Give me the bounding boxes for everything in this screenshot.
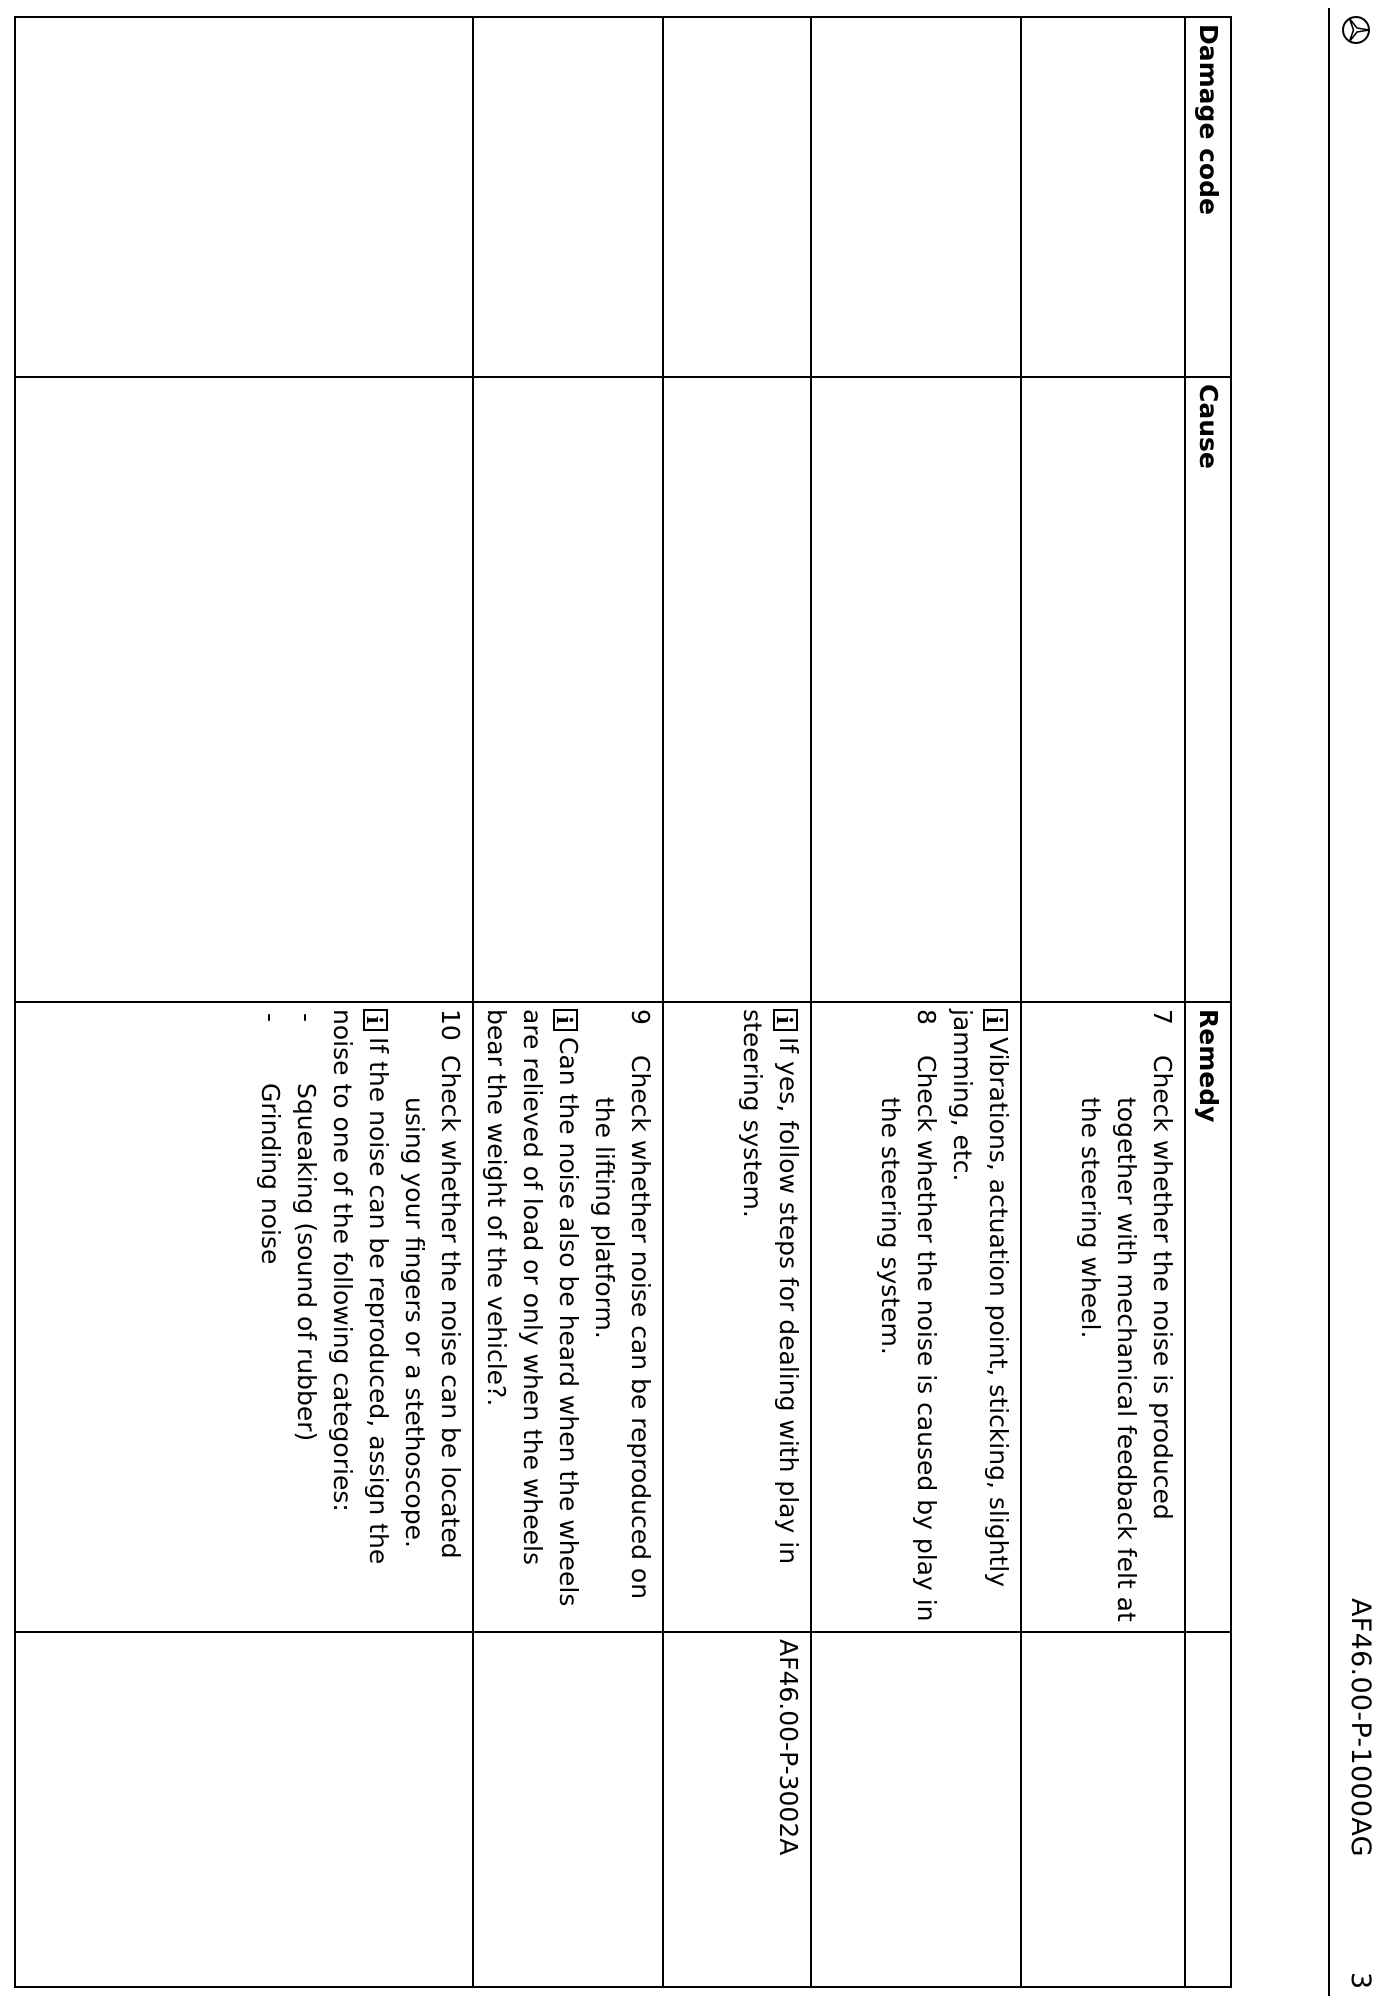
remedy-cell xyxy=(15,1002,473,1632)
info-note xyxy=(944,1009,1016,1625)
step-text: Check whether the noise is produced together with mechanical feedback felt at the steering wheel. xyxy=(1076,1055,1177,1622)
damage-table xyxy=(14,16,1232,1988)
remedy-cell xyxy=(1021,1002,1185,1632)
info-note xyxy=(734,1009,806,1625)
damage-code-cell xyxy=(15,17,473,377)
step-text: Check whether the noise can be located using your fingers or a stethoscope. xyxy=(400,1055,465,1559)
remedy-step xyxy=(586,1009,658,1625)
reference-cell xyxy=(663,1632,811,1987)
step-number: 10 xyxy=(436,1009,465,1041)
step-text: Check whether noise can be reproduced on the lifting platform. xyxy=(590,1055,655,1600)
header-rule xyxy=(1328,8,1330,1996)
remedy-step xyxy=(396,1009,468,1625)
step-number: 9 xyxy=(626,1009,655,1025)
column-header-damage-code: Damage code xyxy=(1185,17,1231,377)
info-icon: i xyxy=(363,1009,388,1031)
table-row xyxy=(1021,17,1185,1987)
reference-link[interactable]: AF46.00-P-3002A xyxy=(774,1639,803,1856)
table-row xyxy=(473,17,663,1987)
info-icon: i xyxy=(983,1009,1008,1031)
step-number: 8 xyxy=(912,1009,941,1025)
cause-cell xyxy=(663,377,811,1002)
column-header-reference xyxy=(1185,1632,1231,1987)
bullet-marker: - xyxy=(256,1013,285,1023)
remedy-cell xyxy=(811,1002,1021,1632)
note-text: Can the noise also be heard when the wheels are relieved of load or only when the wheels bear the weight of the vehicle?. xyxy=(482,1009,583,1607)
cause-cell xyxy=(811,377,1021,1002)
list-item xyxy=(288,1009,324,1625)
table-row xyxy=(15,17,473,1987)
document-code: AF46.00-P-1000AG xyxy=(1345,1598,1376,1857)
reference-cell xyxy=(1021,1632,1185,1987)
remedy-cell xyxy=(473,1002,663,1632)
info-icon: i xyxy=(553,1009,578,1031)
note-text: If yes, follow steps for dealing with play in steering system. xyxy=(738,1009,803,1565)
remedy-step xyxy=(872,1009,944,1625)
info-icon: i xyxy=(773,1009,798,1031)
info-note xyxy=(324,1009,396,1625)
mercedes-star-icon xyxy=(1340,14,1372,46)
cause-cell xyxy=(1021,377,1185,1002)
damage-code-cell xyxy=(1021,17,1185,377)
table-row xyxy=(811,17,1021,1987)
step-number: 7 xyxy=(1148,1009,1177,1025)
reference-cell xyxy=(811,1632,1021,1987)
step-text: Check whether the noise is caused by play in the steering system. xyxy=(876,1055,941,1622)
remedy-cell xyxy=(663,1002,811,1632)
note-text: If the noise can be reproduced, assign the noise to one of the following categories: xyxy=(328,1009,393,1565)
table-header-row xyxy=(1185,17,1231,1987)
table-row xyxy=(663,17,811,1987)
list-item xyxy=(252,1009,288,1625)
cause-cell xyxy=(15,377,473,1002)
damage-code-cell xyxy=(473,17,663,377)
info-note xyxy=(478,1009,586,1625)
bullet-text: Squeaking (sound of rubber) xyxy=(292,1083,321,1442)
damage-code-cell xyxy=(811,17,1021,377)
cause-cell xyxy=(473,377,663,1002)
column-header-remedy: Remedy xyxy=(1185,1002,1231,1632)
reference-cell xyxy=(473,1632,663,1987)
bullet-text: Grinding noise xyxy=(256,1083,285,1265)
damage-code-cell xyxy=(663,17,811,377)
column-header-cause: Cause xyxy=(1185,377,1231,1002)
remedy-step xyxy=(1072,1009,1180,1625)
note-text: Vibrations, actuation point, sticking, slightly jamming, etc. xyxy=(948,1009,1013,1588)
page-number: 3 xyxy=(1345,1972,1376,1990)
bullet-marker: - xyxy=(292,1013,321,1023)
reference-cell xyxy=(15,1632,473,1987)
